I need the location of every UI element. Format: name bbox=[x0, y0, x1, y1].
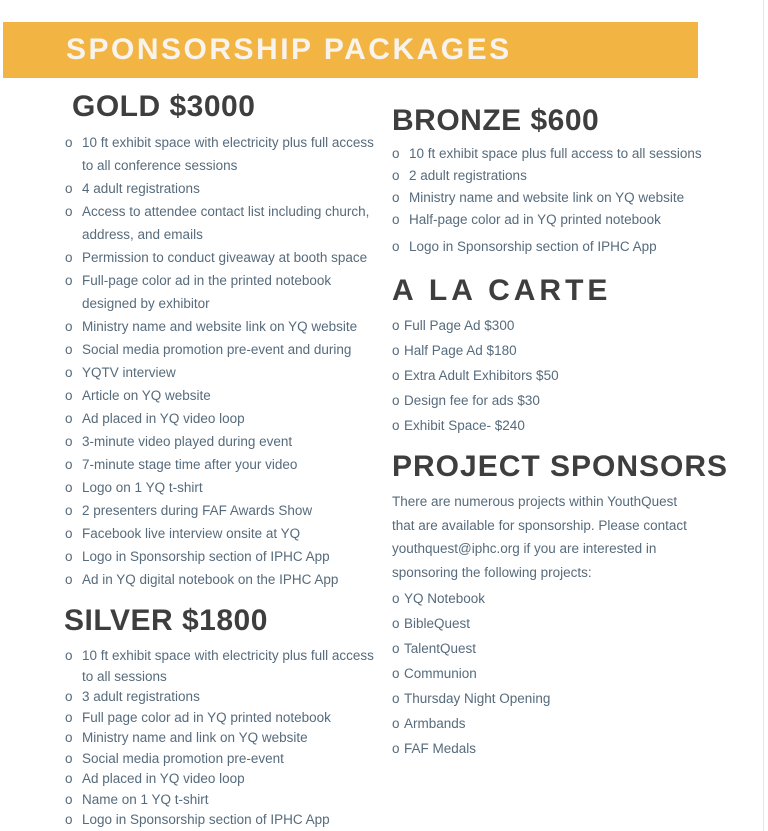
list-item-text: 10 ft exhibit space plus full access to all sessions bbox=[409, 146, 702, 161]
list-item bbox=[65, 315, 387, 338]
bullet-marker: o bbox=[65, 434, 73, 449]
header-banner bbox=[3, 22, 698, 78]
list-item-text: YQ Notebook bbox=[404, 591, 486, 606]
list-item bbox=[65, 269, 387, 315]
bullet-marker: o bbox=[392, 318, 400, 333]
list-item-text: Communion bbox=[404, 666, 477, 681]
silver-section-heading: SILVER $1800 bbox=[64, 604, 268, 637]
bullet-marker: o bbox=[65, 388, 73, 403]
list-item-text: 4 adult registrations bbox=[82, 181, 200, 196]
left-column bbox=[63, 90, 387, 831]
bullet-marker: o bbox=[65, 648, 73, 663]
list-item-text: Full-page color ad in the printed notebook designed by exhibitor bbox=[82, 273, 332, 311]
list-item bbox=[392, 388, 737, 413]
list-item-text: Permission to conduct giveaway at booth space bbox=[82, 250, 368, 265]
list-item bbox=[65, 568, 387, 591]
list-item-text: 10 ft exhibit space with electricity plus full access to all sessions bbox=[82, 648, 374, 684]
list-item-text: FAF Medals bbox=[404, 741, 477, 756]
list-item bbox=[65, 749, 387, 770]
bullet-marker: o bbox=[65, 342, 73, 357]
list-item bbox=[65, 384, 387, 407]
bullet-marker: o bbox=[65, 181, 73, 196]
bullet-marker: o bbox=[65, 365, 73, 380]
list-item bbox=[65, 430, 387, 453]
list-item-text: Ministry name and link on YQ website bbox=[82, 730, 308, 745]
list-item bbox=[392, 209, 737, 231]
bullet-marker: o bbox=[392, 691, 400, 706]
bullet-marker: o bbox=[65, 771, 73, 786]
list-item-text: Access to attendee contact list including church, address, and emails bbox=[82, 204, 370, 242]
list-item bbox=[392, 165, 737, 187]
list-item bbox=[392, 636, 737, 661]
page-edge-divider bbox=[763, 0, 764, 831]
list-item bbox=[65, 790, 387, 811]
list-item bbox=[65, 545, 387, 568]
intro-line: that are available for sponsorship. Please contact bbox=[392, 517, 687, 533]
bullet-marker: o bbox=[392, 666, 400, 681]
silver-benefits-list bbox=[63, 646, 387, 831]
bullet-marker: o bbox=[65, 709, 73, 725]
list-item-text: Full Page Ad $300 bbox=[404, 318, 515, 333]
list-item-text: Ministry name and website link on YQ website bbox=[409, 190, 685, 205]
list-item bbox=[65, 338, 387, 361]
list-item bbox=[392, 338, 737, 363]
page-title: SPONSORSHIP PACKAGES bbox=[66, 33, 512, 66]
bullet-marker: o bbox=[65, 750, 73, 766]
bullet-marker: o bbox=[65, 480, 73, 495]
alacarte-price-list bbox=[392, 313, 737, 438]
bullet-marker: o bbox=[392, 616, 400, 631]
bullet-marker: o bbox=[65, 204, 73, 219]
list-item-text: 10 ft exhibit space with electricity plus full access to all conference sessions bbox=[82, 135, 374, 173]
list-item-text: Exhibit Space- $240 bbox=[404, 418, 525, 433]
list-item bbox=[65, 131, 387, 177]
bullet-marker: o bbox=[65, 689, 73, 704]
bullet-marker: o bbox=[65, 730, 73, 745]
bullet-marker: o bbox=[65, 273, 73, 288]
list-item bbox=[65, 476, 387, 499]
list-item bbox=[65, 728, 387, 749]
list-item bbox=[392, 413, 737, 438]
list-item-text: Facebook live interview onsite at YQ bbox=[82, 526, 301, 541]
bullet-marker: o bbox=[392, 190, 400, 205]
list-item bbox=[392, 736, 737, 761]
bullet-marker: o bbox=[65, 457, 73, 472]
bullet-marker: o bbox=[65, 503, 73, 518]
list-item bbox=[65, 361, 387, 384]
list-item-text: Logo in Sponsorship section of IPHC App bbox=[82, 549, 330, 564]
bullet-marker: o bbox=[65, 812, 73, 827]
list-item bbox=[392, 363, 737, 388]
bullet-marker: o bbox=[65, 791, 73, 807]
list-item bbox=[392, 686, 737, 711]
list-item-text: Full page color ad in YQ printed notebook bbox=[82, 709, 331, 725]
projects-section-heading: PROJECT SPONSORS bbox=[392, 450, 729, 483]
list-item bbox=[65, 687, 387, 708]
alacarte-section-heading: A LA CARTE bbox=[392, 274, 612, 307]
list-item-text: Half-page color ad in YQ printed notebook bbox=[409, 212, 661, 227]
list-item-text: 2 adult registrations bbox=[409, 168, 527, 183]
bullet-marker: o bbox=[392, 168, 400, 183]
list-item-text: Logo in Sponsorship section of IPHC App bbox=[409, 239, 657, 254]
list-item bbox=[392, 187, 737, 209]
list-item bbox=[392, 143, 737, 165]
list-item bbox=[65, 769, 387, 790]
list-item-text: 3 adult registrations bbox=[82, 689, 200, 704]
list-item bbox=[392, 313, 737, 338]
intro-line: sponsoring the following projects: bbox=[392, 564, 592, 580]
list-item bbox=[392, 611, 737, 636]
list-item bbox=[65, 453, 387, 476]
right-column bbox=[392, 104, 737, 761]
list-item-text: Name on 1 YQ t-shirt bbox=[82, 791, 209, 807]
list-item bbox=[392, 586, 737, 611]
list-item-text: Ad placed in YQ video loop bbox=[82, 411, 245, 426]
list-item bbox=[65, 522, 387, 545]
intro-line: There are numerous projects within YouthQuest bbox=[392, 494, 678, 509]
bullet-marker: o bbox=[65, 526, 73, 541]
projects-list bbox=[392, 586, 737, 761]
list-item-text: 2 presenters during FAF Awards Show bbox=[82, 503, 313, 518]
list-item-text: Ministry name and website link on YQ website bbox=[82, 319, 358, 334]
bullet-marker: o bbox=[65, 319, 73, 334]
list-item-text: BibleQuest bbox=[404, 616, 471, 631]
list-item bbox=[65, 810, 387, 831]
list-item bbox=[65, 246, 387, 269]
list-item-text: Logo in Sponsorship section of IPHC App bbox=[82, 812, 330, 827]
list-item bbox=[65, 407, 387, 430]
list-item bbox=[65, 646, 387, 687]
list-item-text: Article on YQ website bbox=[82, 388, 211, 403]
bullet-marker: o bbox=[65, 411, 73, 426]
bullet-marker: o bbox=[65, 572, 73, 587]
bullet-marker: o bbox=[392, 343, 400, 358]
bullet-marker: o bbox=[392, 716, 400, 731]
list-item bbox=[65, 708, 387, 729]
bullet-marker: o bbox=[392, 641, 400, 656]
intro-line: youthquest@iphc.org if you are interested in bbox=[392, 541, 657, 556]
list-item bbox=[392, 661, 737, 686]
list-item-text: Extra Adult Exhibitors $50 bbox=[404, 368, 559, 383]
list-item-text: 3-minute video played during event bbox=[82, 434, 293, 449]
list-item-text: Thursday Night Opening bbox=[404, 691, 551, 706]
bronze-benefits-list bbox=[392, 143, 737, 258]
bullet-marker: o bbox=[392, 393, 400, 408]
bullet-marker: o bbox=[392, 146, 400, 161]
gold-section-heading: GOLD $3000 bbox=[72, 90, 256, 123]
bullet-marker: o bbox=[392, 591, 400, 606]
list-item-text: Ad placed in YQ video loop bbox=[82, 771, 245, 786]
list-item-text: Half Page Ad $180 bbox=[404, 343, 517, 358]
list-item-text: 7-minute stage time after your video bbox=[82, 457, 298, 472]
list-item bbox=[392, 236, 737, 258]
bullet-marker: o bbox=[65, 250, 73, 265]
bullet-marker: o bbox=[65, 549, 73, 564]
list-item-text: Social media promotion pre-event and during bbox=[82, 342, 352, 357]
list-item-text: YQTV interview bbox=[82, 365, 176, 380]
bullet-marker: o bbox=[392, 368, 400, 383]
list-item-text: Social media promotion pre-event bbox=[82, 750, 284, 766]
bullet-marker: o bbox=[392, 239, 400, 254]
gold-benefits-list bbox=[63, 131, 387, 591]
bullet-marker: o bbox=[65, 135, 73, 150]
list-item bbox=[65, 200, 387, 246]
list-item bbox=[65, 499, 387, 522]
list-item-text: Ad in YQ digital notebook on the IPHC App bbox=[82, 572, 339, 587]
list-item bbox=[65, 177, 387, 200]
list-item-text: Logo on 1 YQ t-shirt bbox=[82, 480, 203, 495]
list-item bbox=[392, 711, 737, 736]
bullet-marker: o bbox=[392, 418, 400, 433]
bullet-marker: o bbox=[392, 212, 400, 227]
bullet-marker: o bbox=[392, 741, 400, 756]
list-item-text: Armbands bbox=[404, 716, 466, 731]
bronze-section-heading: BRONZE $600 bbox=[392, 104, 600, 137]
list-item-text: Design fee for ads $30 bbox=[404, 393, 540, 408]
projects-intro-paragraph bbox=[392, 490, 737, 584]
list-item-text: TalentQuest bbox=[404, 641, 477, 656]
